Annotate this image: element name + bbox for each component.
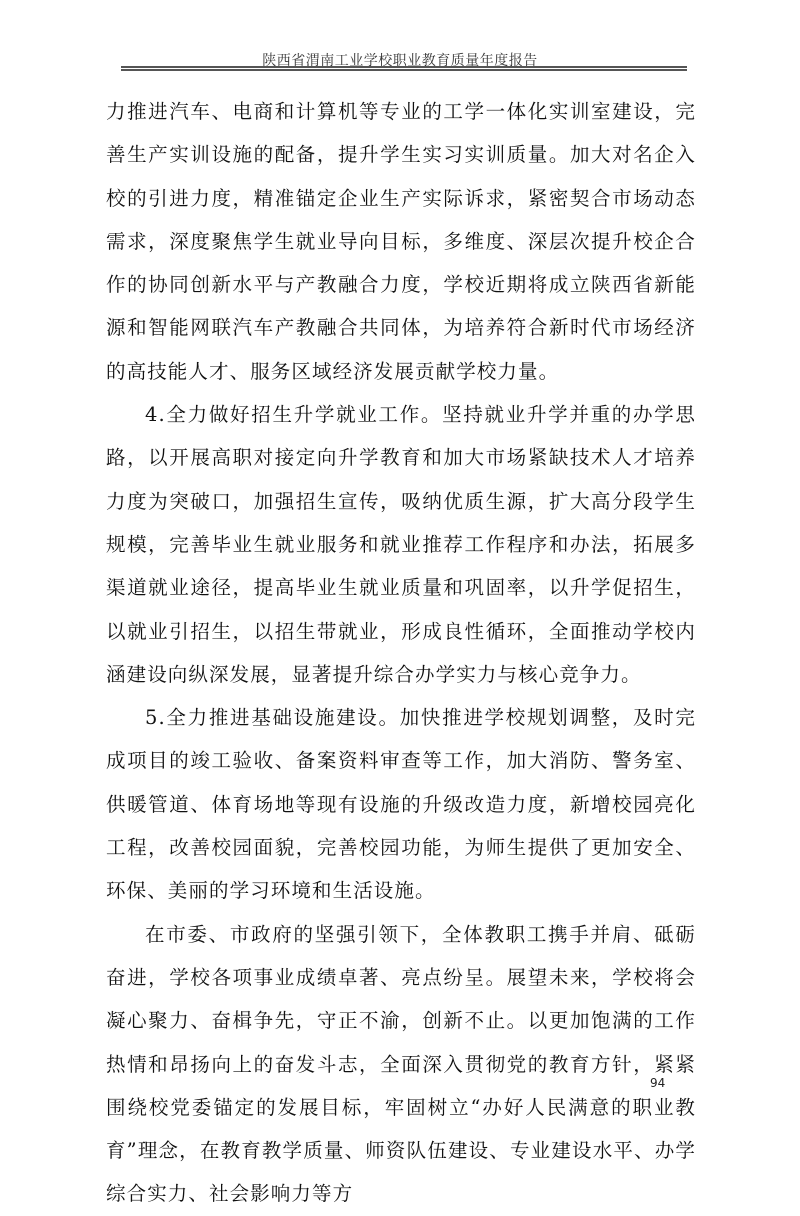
document-body <box>106 90 696 1216</box>
paragraph-continued: 力推进汽车、电商和计算机等专业的工学一体化实训室建设，完善生产实训设施的配备，提升学生实习实训质量。加大对名企入校的引进力度，精准锚定企业生产实际诉求，紧密契合市场动态需求，深度聚焦学生就业导向目标，多维度、深层次提升校企合作的协同创新水平与产教融合力度，学校近期将成立陕西省新能源和智能网联汽车产教融合共同体，为培养符合新时代市场经济的高技能人才、服务区域经济发展贡献学校力量。 <box>106 100 696 383</box>
header-double-rule <box>121 66 687 71</box>
paragraph-outlook: 在市委、市政府的坚强引领下，全体教职工携手并肩、砥砺奋进，学校各项事业成绩卓著、亮点纷呈。展望未来，学校将会凝心聚力、奋楫争先，守正不渝，创新不止。以更加饱满的工作热情和昂扬向上的奋发斗志，全面深入贯彻党的教育方针，紧紧围绕校党委锚定的发展目标，牢固树立“办好人民满意的职业教育”理念，在教育教学质量、师资队伍建设、专业建设水平、办学综合实力、社会影响力等方 <box>106 922 696 1206</box>
page-number: 94 <box>650 1076 666 1090</box>
running-header-title: 陕西省渭南工业学校职业教育质量年度报告 <box>262 53 538 69</box>
paragraph-item-5-infrastructure: 5.全力推进基础设施建设。加快推进学校规划调整，及时完成项目的竣工验收、备案资料审查等工作，加大消防、警务室、供暖管道、体育场地等现有设施的升级改造力度，新增校园亮化工程，改善校园面貌，完善校园功能，为师生提供了更加安全、环保、美丽的学习环境和生活设施。 <box>106 706 696 903</box>
paragraph-item-4-enrollment: 4.全力做好招生升学就业工作。坚持就业升学并重的办学思路，以开展高职对接定向升学教育和加大市场紧缺技术人才培养力度为突破口，加强招生宣传，吸纳优质生源，扩大高分段学生规模，完善毕业生就业服务和就业推荐工作程序和办法，拓展多渠道就业途径，提高毕业生就业质量和巩固率，以升学促招生，以就业引招生，以招生带就业，形成良性循环，全面推动学校内涵建设向纵深发展，显著提升综合办学实力与核心竞争力。 <box>106 403 696 686</box>
